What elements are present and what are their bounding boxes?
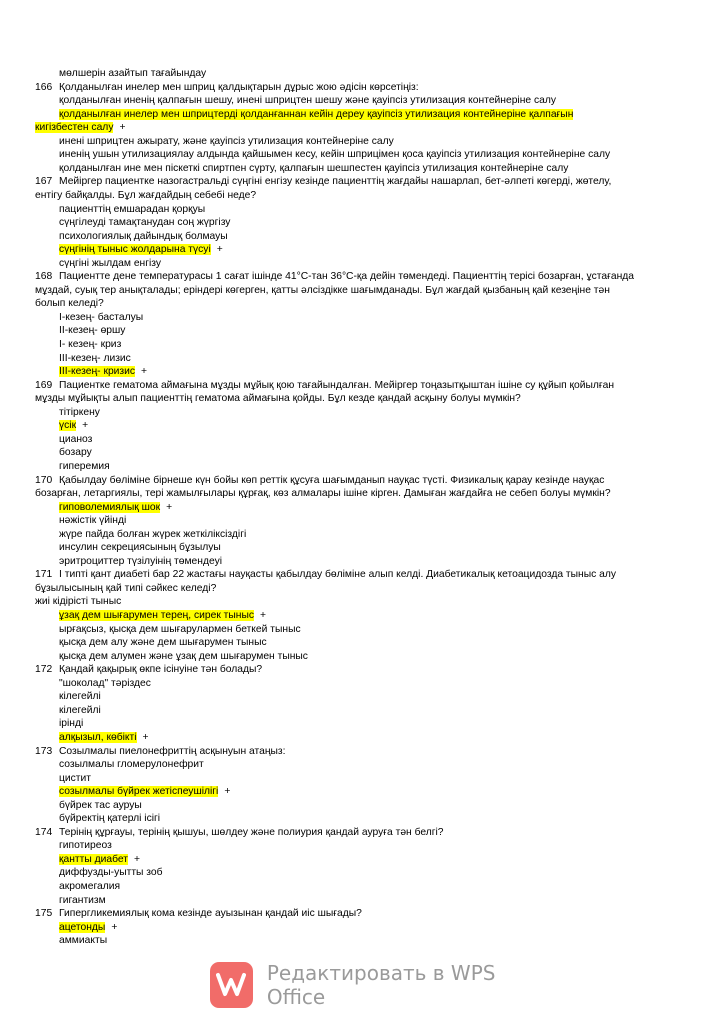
answer-highlight: қолданылған инелер мен шприцтерді қолданғаннан кейін дереу қауіпсіз утилизация контейнеріне қалпағын (59, 108, 574, 120)
question-number: 174 (35, 826, 53, 838)
question-line (35, 81, 419, 94)
correct-answer-line (59, 609, 266, 622)
line-text: қолданылған иненің қалпағын шешу, инені шприцтен шешу және қауіпсіз утилизация контейнеріне салу (59, 95, 557, 107)
answer-highlight: сүңгінің тыныс жолдарына түсуі (59, 244, 211, 256)
text-line (59, 555, 222, 568)
text-line (59, 934, 107, 947)
text-line (59, 148, 610, 161)
text-line (59, 650, 308, 663)
line-text: кілегейлі (59, 704, 101, 716)
text-line (59, 514, 126, 527)
text-line (59, 704, 101, 717)
text-line (59, 812, 160, 825)
text-line (59, 433, 92, 446)
question-continuation (35, 392, 521, 405)
line-text: сүңгілеуді тамақтанудан соң жүргізу (59, 217, 231, 229)
line-text: диффузды-уытты зоб (59, 867, 163, 879)
text-line (59, 894, 106, 907)
text-line (59, 216, 230, 229)
question-line (35, 663, 262, 676)
question-line (35, 379, 614, 392)
line-text: Гипергликемиялық кома кезінде ауызынан қандай иіс шығады? (59, 908, 362, 920)
line-text: жиі кідірісті тыныс (35, 596, 122, 608)
text-line (59, 460, 110, 473)
answer-highlight: гиповолемиялық шок (59, 501, 161, 513)
line-text: гиперемия (59, 460, 110, 472)
line-text: Қандай қақырық өкпе ісінуіне тән болады? (59, 664, 263, 676)
question-line (35, 474, 604, 487)
correct-mark: + (141, 366, 148, 378)
line-text: ІІІ-кезең- лизис (59, 352, 131, 364)
text-line (59, 311, 143, 324)
line-text: жүре пайда болған жүрек жеткіліксіздігі (59, 528, 247, 540)
question-continuation (35, 297, 104, 310)
correct-mark: + (111, 921, 118, 933)
text-line (59, 135, 394, 148)
correct-answer-line (59, 419, 88, 432)
line-text: бұзылысының қай типі сәйкес келеді? (35, 582, 217, 594)
line-text: нәжістік үйінді (59, 515, 127, 527)
text-line (59, 94, 556, 107)
line-text: "шоколад" тәріздес (59, 677, 151, 689)
line-text: қысқа дем алу және дем шығарумен тыныс (59, 637, 267, 649)
question-line (35, 568, 616, 581)
correct-mark: + (142, 731, 149, 743)
text-line (59, 772, 91, 785)
question-line (35, 175, 611, 188)
line-text: кілегейлі (59, 691, 101, 703)
line-text: цианоз (59, 433, 93, 445)
answer-highlight: ацетонды (59, 921, 106, 933)
line-text: гигантизм (59, 894, 106, 906)
line-text: І типті қант диабеті бар 22 жастағы науқасты қабылдау бөліміне алып келді. Диабетикалық кетоацидозда тыныс алу (59, 569, 617, 581)
question-number: 167 (35, 176, 53, 188)
text-line (59, 636, 267, 649)
line-text: бозарған, летаргиялы, тері жамылғылары құрғақ, көз алмалары ішіне кірген. Дамыған жағдайға не себеп болуы мүмкін? (35, 488, 611, 500)
question-continuation (35, 595, 121, 608)
line-text: болып келеді? (35, 298, 104, 310)
question-line (35, 745, 286, 758)
question-continuation (35, 284, 610, 297)
text-line (59, 338, 121, 351)
line-text: акромегалия (59, 881, 121, 892)
line-text: ірінді (59, 718, 84, 730)
line-text: ІІ-кезең- өршу (59, 325, 126, 337)
line-text: бүйректің қатерлі ісігі (59, 813, 161, 825)
line-text: бозару (59, 447, 92, 459)
text-line (59, 230, 228, 243)
text-line (59, 880, 120, 893)
wps-edit-banner[interactable] (210, 963, 540, 1007)
question-number: 170 (35, 474, 53, 486)
question-line (35, 826, 444, 839)
text-line (59, 352, 131, 365)
line-text: созылмалы гломерулонефрит (59, 759, 204, 771)
correct-answer-line (59, 243, 223, 256)
correct-mark: + (133, 853, 140, 865)
correct-answer-line (59, 731, 149, 744)
question-number: 172 (35, 664, 53, 676)
correct-answer-line (59, 365, 147, 378)
correct-mark: + (82, 420, 89, 432)
line-text: гипотиреоз (59, 840, 112, 852)
line-text: мұзды мұйықты алып пациенттің гематома аймағына қойды. Бұл кезде қандай асқыну болуы мүмкін? (35, 393, 521, 405)
question-continuation (35, 189, 256, 202)
answer-highlight: кигізбестен салу (35, 122, 114, 134)
line-text: Қолданылған инелер мен шприц қалдықтарын дұрыс жою әдісін көрсетіңіз: (59, 81, 419, 93)
line-text: бүйрек тас ауруы (59, 799, 142, 811)
correct-mark: + (224, 786, 231, 798)
question-continuation (35, 582, 216, 595)
text-line (59, 690, 101, 703)
line-text: эритроциттер түзілуінің төмендеуі (59, 555, 223, 567)
line-text: ырғақсыз, қысқа дем шығарулармен беткей тыныс (59, 623, 301, 635)
answer-highlight: алқызыл, көбікті (59, 731, 137, 743)
line-text: Терінің құрғауы, терінің қышуы, шөлдеу және полиурия қандай ауруға тән белгі? (59, 826, 444, 838)
line-text: Пациентте дене температурасы 1 сағат ішінде 41°С-тан 36°С-қа дейін төмендеді. Пациенттің терісі бозарған, ұстағанда (59, 271, 634, 283)
answer-highlight: созылмалы бүйрек жетіспеушілігі (59, 786, 219, 798)
line-text: қысқа дем алумен және ұзақ дем шығарумен тыныс (59, 650, 308, 662)
text-line (59, 162, 568, 175)
correct-mark: + (216, 244, 223, 256)
question-number: 169 (35, 379, 53, 391)
text-line (59, 203, 205, 216)
text-line (59, 67, 206, 80)
question-continuation (35, 487, 611, 500)
line-text: инсулин секрециясының бұзылуы (59, 542, 221, 554)
correct-answer-line (35, 121, 125, 134)
correct-answer-line (59, 921, 117, 934)
line-text: Пациентке гематома аймағына мұзды мұйық қою тағайындалған. Мейіргер тоңазытқыштан ішіне су құйып қойылған (59, 379, 615, 391)
wps-logo-icon (210, 962, 253, 1008)
line-text: Мейіргер пациентке назогастральді сүңгіні енгізу кезінде пациенттің жағдайы нашарлап, бет-әлпеті көгерді, жөтелу, (59, 176, 612, 188)
correct-answer-line (59, 108, 573, 121)
correct-answer-line (59, 853, 140, 866)
line-text: психологиялық дайындық болмауы (59, 230, 228, 242)
text-line (59, 446, 92, 459)
line-text: І-кезең- басталуы (59, 311, 144, 323)
line-text: цистит (59, 772, 91, 784)
line-text: мұздай, суық тер анықталады; еріндері көгерген, қатты әлсіздікке шағымданады. Бұл жағдай қызбаның қай кезеңіне тән (35, 284, 610, 296)
text-line (59, 528, 246, 541)
line-text: қолданылған ине мен піскеткі спиртпен сүрту, қалпағын шешпестен қауіпсіз утилизация контейнеріне салу (59, 162, 569, 174)
question-number: 171 (35, 569, 53, 581)
line-text: сүңгіні жылдам енгізу (59, 257, 162, 269)
wps-edit-label: Редактировать в WPS Office (266, 961, 496, 1009)
answer-highlight: ІІІ-кезең- кризис (59, 366, 136, 378)
line-text: І- кезең- криз (59, 339, 122, 350)
text-line (59, 324, 125, 337)
text-line (59, 839, 112, 852)
line-text: пациенттің емшарадан қорқуы (59, 203, 206, 215)
text-line (59, 677, 151, 690)
correct-mark: + (119, 122, 126, 134)
question-number: 166 (35, 81, 53, 93)
text-line (59, 541, 221, 554)
question-number: 173 (35, 745, 53, 757)
question-number: 168 (35, 271, 53, 283)
text-line (59, 623, 301, 636)
correct-answer-line (59, 785, 230, 798)
text-line (59, 257, 161, 270)
text-line (59, 717, 83, 730)
line-text: ентігу байқалды. Бұл жағдайдың себебі неде? (35, 189, 257, 201)
text-line (59, 866, 163, 879)
line-text: мөлшерін азайтып тағайындау (59, 68, 207, 79)
correct-answer-line (59, 501, 172, 514)
text-line (59, 758, 204, 771)
line-text: Қабылдау бөліміне бірнеше күн бойы көп реттік құсуға шағымданып науқас түсті. Физикалық қарау кезінде науқас (59, 474, 605, 486)
line-text: аммиакты (59, 935, 108, 947)
line-text: Созылмалы пиелонефриттің асқынуын атаңыз: (59, 745, 286, 757)
line-text: иненің ушын утилизациялау алдында қайшымен кесу, кейін шприцімен қоса қауіпсіз утилизация контейнеріне салу (59, 149, 611, 161)
correct-mark: + (260, 610, 267, 621)
answer-highlight: қантты диабет (59, 853, 128, 865)
question-line (35, 907, 362, 920)
correct-mark: + (166, 501, 173, 513)
text-line (59, 406, 100, 419)
answer-highlight: үсік (59, 420, 77, 432)
text-line (59, 799, 142, 812)
answer-highlight: ұзақ дем шығарумен терең, сирек тыныс (59, 610, 255, 621)
question-number: 175 (35, 908, 53, 920)
question-line (35, 270, 634, 283)
line-text: тітіркену (59, 406, 100, 418)
line-text: инені шприцтен ажырату, және қауіпсіз утилизация контейнеріне салу (59, 135, 394, 147)
